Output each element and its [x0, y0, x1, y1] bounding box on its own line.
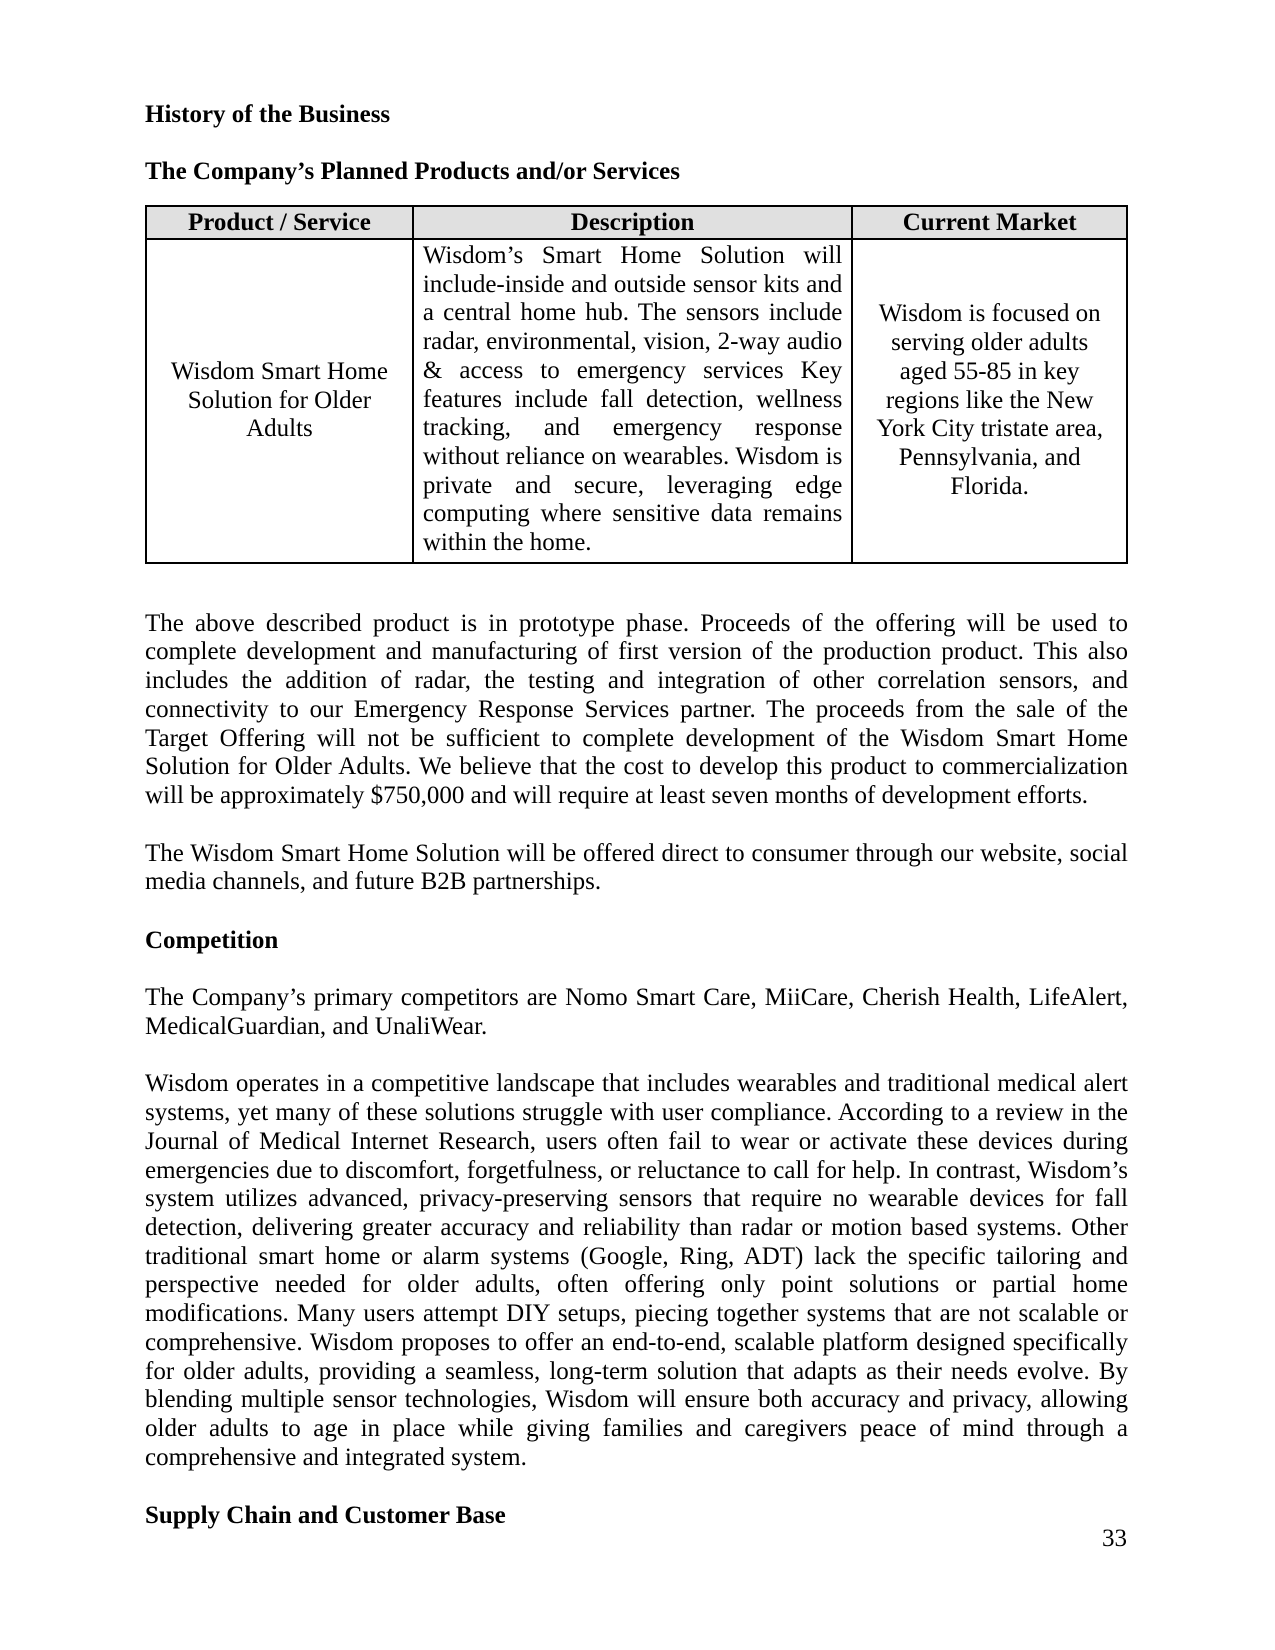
- heading-supply-chain-customer-base: Supply Chain and Customer Base: [145, 1502, 506, 1530]
- cell-description: Wisdom’s Smart Home Solution will include-inside and outside sensor kits and a central home hub. The sensors include radar, environmental, vision, 2-way audio & access to emergency services Key features include fall detection, wellness tracking, and emergency response without reliance on wearables. Wisdom is private and secure, leveraging edge computing where sensitive data remains within the home.: [413, 239, 852, 563]
- column-header-current-market: Current Market: [852, 206, 1127, 239]
- cell-product-service: Wisdom Smart Home Solution for Older Adults: [146, 239, 413, 563]
- column-header-description: Description: [413, 206, 852, 239]
- paragraph-competitive-landscape: Wisdom operates in a competitive landscape that includes wearables and traditional medical alert systems, yet many of these solutions struggle with user compliance. According to a review in the Journal of Medical Internet Research, users often fail to wear or activate these devices during emergencies due to discomfort, forgetfulness, or reluctance to call for help. In contrast, Wisdom’s system utilizes advanced, privacy-preserving sensors that require no wearable devices for fall detection, delivering greater accuracy and reliability than radar or motion based systems. Other traditional smart home or alarm systems (Google, Ring, ADT) lack the specific tailoring and perspective needed for older adults, often offering only point solutions or partial home modifications. Many users attempt DIY setups, piecing together systems that are not scalable or comprehensive. Wisdom proposes to offer an end-to-end, scalable platform designed specifically for older adults, providing a seamless, long-term solution that adapts as their needs evolve. By blending multiple sensor technologies, Wisdom will ensure both accuracy and privacy, allowing older adults to age in place while giving families and caregivers peace of mind through a comprehensive and integrated system.: [145, 1070, 1128, 1471]
- paragraph-distribution-channels: The Wisdom Smart Home Solution will be offered direct to consumer through our website, social media channels, and future B2B partnerships.: [145, 839, 1128, 896]
- cell-current-market: Wisdom is focused on serving older adults aged 55-85 in key regions like the New York City tristate area, Pennsylvania, and Florida.: [852, 239, 1127, 563]
- heading-planned-products-services: The Company’s Planned Products and/or Services: [145, 158, 680, 185]
- page-number: 33: [1102, 1525, 1127, 1552]
- heading-history-of-business: History of the Business: [145, 101, 391, 128]
- paragraph-prototype-phase: The above described product is in prototype phase. Proceeds of the offering will be used to complete development and manufacturing of first version of the production product. This also includes the addition of radar, the testing and integration of other correlation sensors, and connectivity to our Emergency Response Services partner. The proceeds from the sale of the Target Offering will not be sufficient to complete development of the Wisdom Smart Home Solution for Older Adults. We believe that the cost to develop this product to commercialization will be approximately $750,000 and will require at least seven months of development efforts.: [145, 609, 1128, 809]
- document-content: [145, 0, 1128, 1530]
- heading-competition: Competition: [145, 927, 279, 955]
- paragraph-primary-competitors: The Company’s primary competitors are Nomo Smart Care, MiiCare, Cherish Health, LifeAlert, MedicalGuardian, and UnaliWear.: [145, 984, 1128, 1040]
- table-header-row: [146, 206, 1127, 239]
- table-row: [146, 239, 1127, 563]
- column-header-product-service: Product / Service: [146, 206, 413, 239]
- products-services-table: [145, 205, 1128, 564]
